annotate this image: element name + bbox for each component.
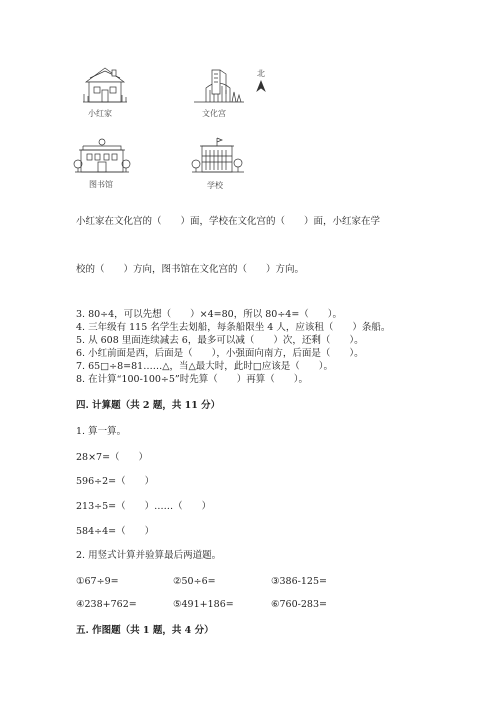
calc-item-1: 28×7=（ ） [76,452,149,463]
vertical-calc-5: ⑤491+186= [173,599,234,610]
house-picture [80,64,130,108]
library-label: 图书馆 [89,180,113,189]
calc-q1-title: 1. 算一算。 [76,426,127,437]
vertical-calc-6: ⑥760-283= [271,599,327,610]
fill-item-8: 8. 在计算“100-100÷5”时先算（ ）再算（ ）。 [76,374,309,385]
home-label: 小红家 [88,109,112,118]
fill-item-3: 3. 80÷4，可以先想（ ）×4=80，所以 80÷4=（ ）。 [76,309,343,320]
fill-item-4: 4. 三年级有 115 名学生去划船，每条船限坐 4 人，应该租（ ）条船。 [76,322,391,333]
culture-palace-label: 文化宫 [202,109,226,118]
vertical-calc-3: ③386-125= [271,576,327,587]
vertical-calc-1: ①67÷9= [76,576,119,587]
culture-palace-picture [190,66,246,108]
direction-question-line-1: 小红家在文化宫的（ ）面，学校在文化宫的（ ）面，小红家在学 [76,216,381,227]
vertical-calc-4: ④238+762= [76,599,137,610]
section-4-title: 四. 计算题（共 2 题，共 11 分） [76,400,221,411]
library-picture [73,134,131,178]
school-picture [188,136,248,180]
calc-item-3: 213÷5=（ ）……（ ） [76,501,212,512]
fill-item-6: 6. 小红前面是西，后面是（ ），小强面向南方，后面是（ ）。 [76,348,364,359]
fill-item-7: 7. 65□÷8=81……△，当△最大时，此时□应该是（ ）。 [76,361,334,372]
north-label: 北 [257,69,265,78]
section-5-title: 五. 作图题（共 1 题，共 4 分） [76,625,214,636]
fill-item-5: 5. 从 608 里面连续减去 6，最多可以减（ ）次，还剩（ ）。 [76,335,364,346]
school-label: 学校 [207,181,223,190]
north-arrow-icon [255,80,267,92]
calc-item-2: 596÷2=（ ） [76,476,155,487]
calc-q2-title: 2. 用竖式计算并验算最后两道题。 [76,550,222,561]
calc-item-4: 584÷4=（ ） [76,526,155,537]
direction-question-line-2: 校的（ ）方向，图书馆在文化宫的（ ）方向。 [76,264,305,275]
vertical-calc-2: ②50÷6= [173,576,216,587]
